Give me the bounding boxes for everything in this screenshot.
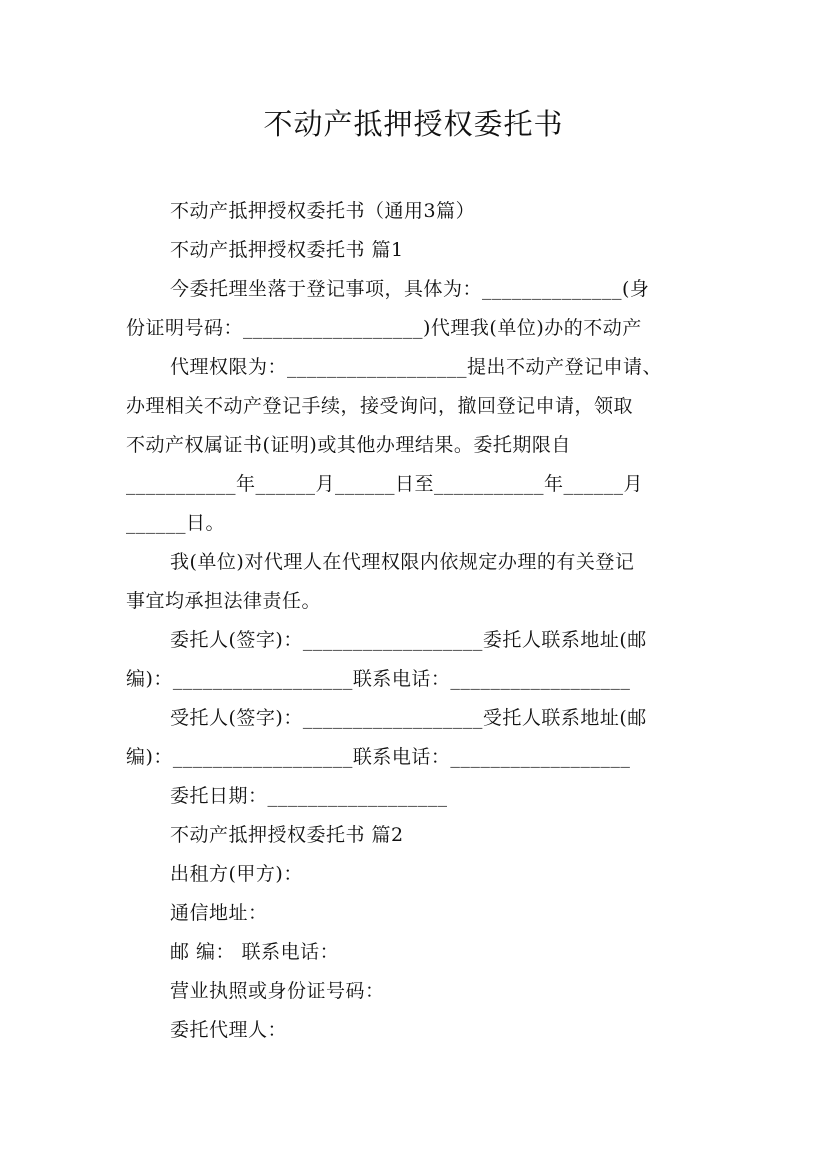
text-line: 编)：__________________联系电话：__________________ <box>126 746 631 768</box>
text-line-section-2-heading: 不动产抵押授权委托书 篇2 <box>170 824 404 846</box>
document-title: 不动产抵押授权委托书 <box>263 107 564 141</box>
text-line: 委托代理人： <box>170 1019 288 1041</box>
text-line: 今委托理坐落于登记事项，具体为：______________(身 <box>170 278 650 300</box>
text-line: 邮 编： 联系电话： <box>170 941 340 963</box>
text-line: 我(单位)对代理人在代理权限内依规定办理的有关登记 <box>170 551 635 573</box>
text-line: 事宜均承担法律责任。 <box>126 590 322 612</box>
text-line: 营业执照或身份证号码： <box>170 980 385 1002</box>
text-line: ___________年______月______日至___________年______月 <box>126 473 644 495</box>
text-line-section-1-heading: 不动产抵押授权委托书 篇1 <box>170 239 404 261</box>
text-line: ______日。 <box>126 512 226 534</box>
text-line: 出租方(甲方)： <box>170 863 303 885</box>
text-line: 委托人(签字)：__________________委托人联系地址(邮 <box>170 629 647 651</box>
text-line: 办理相关不动产登记手续，接受询问，撤回登记申请，领取 <box>126 395 634 417</box>
text-line: 委托日期：__________________ <box>170 785 448 807</box>
text-line: 不动产权属证书(证明)或其他办理结果。委托期限自 <box>126 434 571 456</box>
text-line: 份证明号码：__________________)代理我(单位)办的不动产 <box>126 317 642 339</box>
text-line: 受托人(签字)：__________________受托人联系地址(邮 <box>170 707 647 729</box>
text-line: 代理权限为：__________________提出不动产登记申请、 <box>170 356 663 378</box>
text-line-subtitle: 不动产抵押授权委托书（通用3篇） <box>170 200 476 222</box>
text-line: 编)：__________________联系电话：__________________ <box>126 668 631 690</box>
text-line: 通信地址： <box>170 902 268 924</box>
